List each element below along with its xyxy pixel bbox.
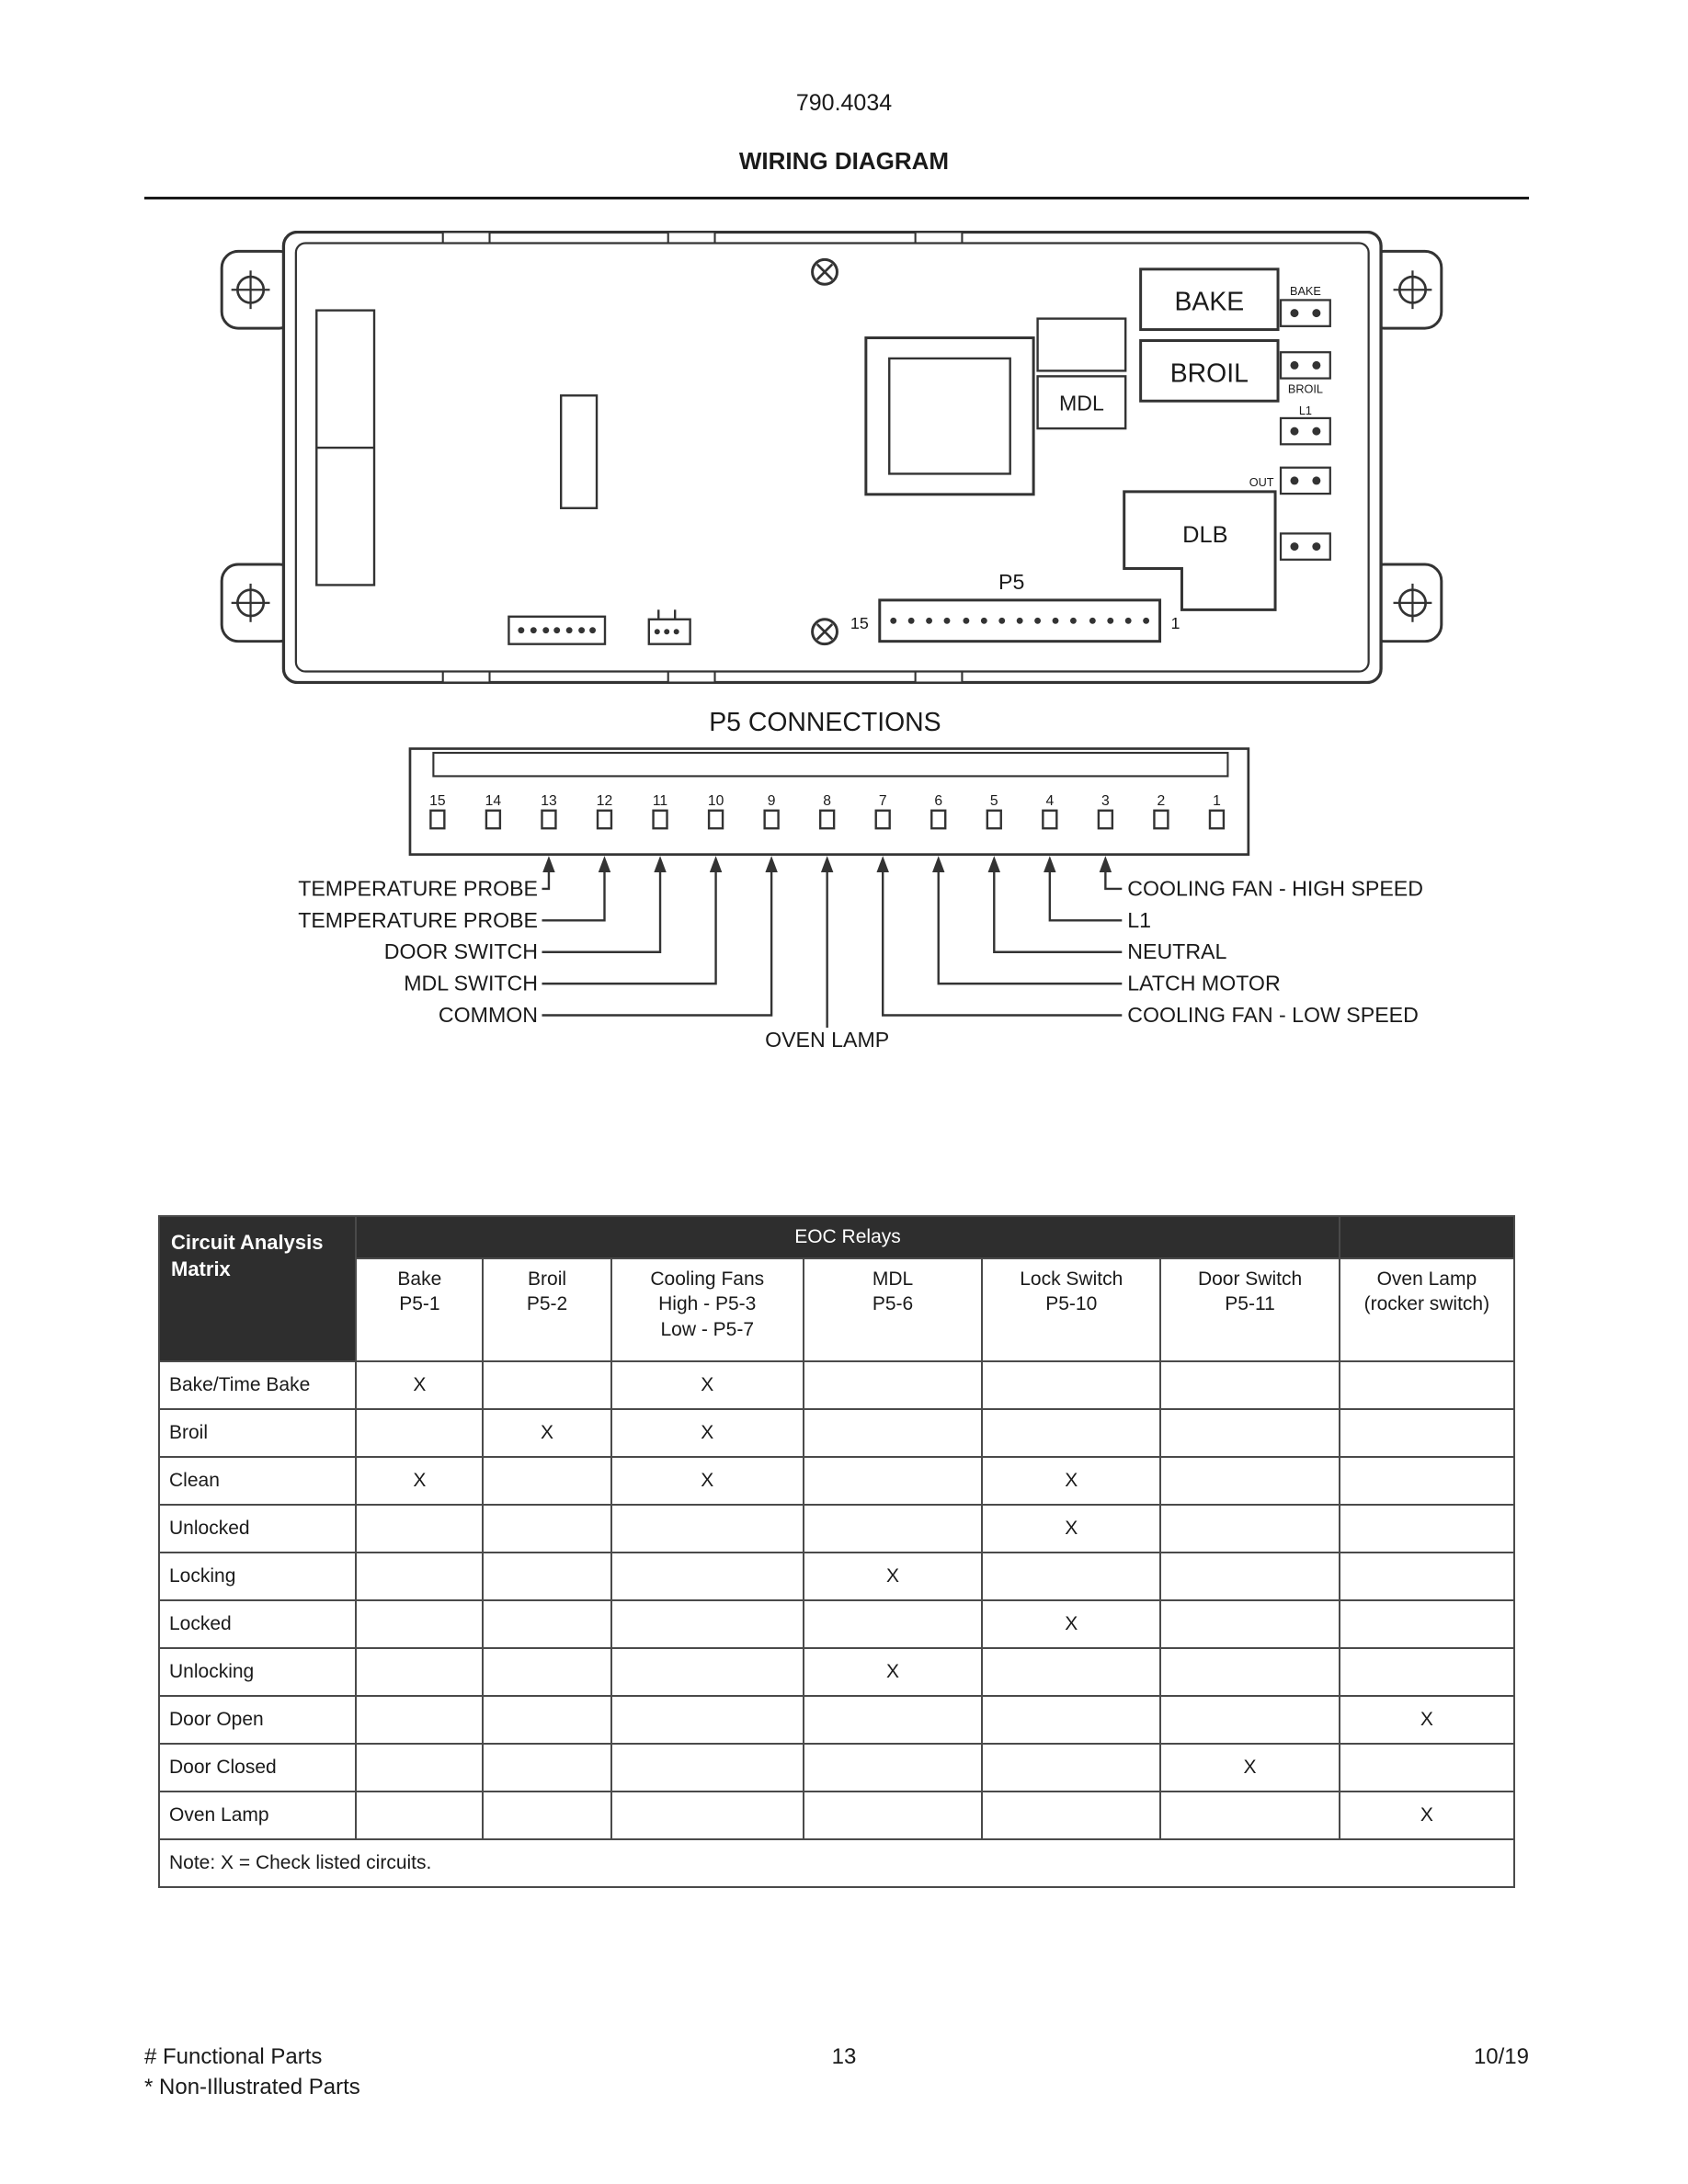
pin-number: 14 bbox=[485, 792, 502, 809]
matrix-cell bbox=[1160, 1505, 1339, 1553]
matrix-row bbox=[159, 1696, 1514, 1744]
screw-icon bbox=[813, 259, 838, 284]
matrix-cell bbox=[611, 1648, 804, 1696]
matrix-cell bbox=[483, 1361, 610, 1409]
control-board-diagram bbox=[220, 231, 1443, 684]
matrix-col-header bbox=[1340, 1258, 1514, 1361]
matrix-row bbox=[159, 1409, 1514, 1457]
matrix-cell bbox=[483, 1505, 610, 1553]
p5-connections-title: P5 CONNECTIONS bbox=[709, 708, 941, 738]
connection-label: COOLING FAN - LOW SPEED bbox=[1127, 1002, 1419, 1027]
matrix-cell bbox=[483, 1600, 610, 1648]
matrix-cell bbox=[1160, 1409, 1339, 1457]
matrix-cell bbox=[356, 1744, 483, 1792]
matrix-row bbox=[159, 1600, 1514, 1648]
matrix-row-label: Door Open bbox=[159, 1696, 356, 1744]
matrix-cell bbox=[483, 1457, 610, 1505]
matrix-group-header-spacer bbox=[1340, 1216, 1514, 1258]
col-header-line: Low - P5-7 bbox=[660, 1318, 755, 1340]
pin-number: 2 bbox=[1157, 792, 1166, 809]
connection-label: TEMPERATURE PROBE bbox=[298, 907, 538, 932]
col-header-line: Broil bbox=[528, 1268, 567, 1290]
matrix-col-header bbox=[356, 1258, 483, 1361]
pin-number: 9 bbox=[767, 792, 776, 809]
matrix-cell bbox=[1160, 1696, 1339, 1744]
matrix-cell: X bbox=[982, 1600, 1160, 1648]
matrix-row-label: Locking bbox=[159, 1553, 356, 1600]
col-header-line: MDL bbox=[872, 1268, 914, 1290]
matrix-cell bbox=[1160, 1361, 1339, 1409]
matrix-cell bbox=[611, 1505, 804, 1553]
broil-terminal-pair bbox=[1281, 352, 1330, 378]
matrix-cell: X bbox=[982, 1457, 1160, 1505]
col-header-line: P5-1 bbox=[399, 1293, 440, 1315]
footer-functional-parts: # Functional Parts bbox=[144, 2044, 323, 2069]
matrix-cell bbox=[1340, 1744, 1514, 1792]
matrix-group-header-row bbox=[159, 1216, 1514, 1258]
matrix-col-header bbox=[1160, 1258, 1339, 1361]
matrix-cell bbox=[611, 1744, 804, 1792]
matrix-row bbox=[159, 1505, 1514, 1553]
matrix-cell bbox=[804, 1696, 982, 1744]
matrix-cell bbox=[982, 1792, 1160, 1839]
matrix-col-header bbox=[483, 1258, 610, 1361]
doc-number: 790.4034 bbox=[795, 90, 893, 116]
pin-number: 8 bbox=[823, 792, 832, 809]
col-header-line: P5-2 bbox=[526, 1293, 568, 1315]
matrix-row bbox=[159, 1361, 1514, 1409]
p5-pin-numbers bbox=[429, 793, 1221, 809]
matrix-row-label: Unlocking bbox=[159, 1648, 356, 1696]
matrix-cell bbox=[982, 1553, 1160, 1600]
connection-label: L1 bbox=[1127, 907, 1152, 932]
bake-terminal-label: BAKE bbox=[1289, 285, 1321, 299]
connection-label: TEMPERATURE PROBE bbox=[298, 876, 538, 901]
matrix-cell bbox=[611, 1696, 804, 1744]
col-header-line: Door Switch bbox=[1197, 1268, 1303, 1290]
matrix-cell bbox=[611, 1792, 804, 1839]
mdl-relay-label: MDL bbox=[1058, 391, 1104, 415]
col-header-line: Lock Switch bbox=[1020, 1268, 1123, 1290]
pin-number: 4 bbox=[1045, 792, 1055, 809]
matrix-note-row bbox=[159, 1839, 1514, 1887]
col-header-line: P5-10 bbox=[1045, 1293, 1098, 1315]
matrix-cell: X bbox=[1160, 1744, 1339, 1792]
matrix-note: Note: X = Check listed circuits. bbox=[159, 1839, 1514, 1887]
broil-relay-label: BROIL bbox=[1169, 358, 1249, 389]
connection-label: COMMON bbox=[438, 1002, 538, 1027]
page-title: WIRING DIAGRAM bbox=[738, 147, 950, 175]
matrix-cell bbox=[1160, 1553, 1339, 1600]
connection-label: DOOR SWITCH bbox=[383, 939, 538, 964]
matrix-row-label: Unlocked bbox=[159, 1505, 356, 1553]
matrix-cell bbox=[804, 1744, 982, 1792]
l1-terminal-label: L1 bbox=[1298, 404, 1312, 418]
p5-pin1-label: 1 bbox=[1170, 614, 1180, 633]
out-terminal-label: OUT bbox=[1249, 475, 1274, 489]
pin-number: 7 bbox=[878, 792, 887, 809]
col-header-line: P5-11 bbox=[1225, 1293, 1275, 1315]
pin-number: 3 bbox=[1101, 792, 1110, 809]
matrix-col-header bbox=[804, 1258, 982, 1361]
matrix-cell bbox=[483, 1696, 610, 1744]
matrix-col-header bbox=[982, 1258, 1160, 1361]
matrix-cell: X bbox=[611, 1361, 804, 1409]
matrix-cell bbox=[611, 1553, 804, 1600]
matrix-cell bbox=[356, 1648, 483, 1696]
p5-strip-pin-dots bbox=[890, 618, 1149, 624]
matrix-cell bbox=[483, 1792, 610, 1839]
matrix-cell bbox=[356, 1696, 483, 1744]
matrix-row bbox=[159, 1744, 1514, 1792]
matrix-cell bbox=[982, 1361, 1160, 1409]
pin-number: 12 bbox=[596, 792, 613, 809]
matrix-cell: X bbox=[804, 1553, 982, 1600]
matrix-cell bbox=[804, 1600, 982, 1648]
matrix-group-header: EOC Relays bbox=[356, 1216, 1339, 1258]
matrix-row bbox=[159, 1457, 1514, 1505]
out-terminal-pair bbox=[1281, 468, 1330, 494]
col-header-line: Bake bbox=[397, 1268, 442, 1290]
pin-number: 10 bbox=[707, 792, 724, 809]
matrix-row bbox=[159, 1648, 1514, 1696]
matrix-cell: X bbox=[611, 1457, 804, 1505]
broil-terminal-label: BROIL bbox=[1287, 382, 1323, 396]
matrix-cell bbox=[804, 1505, 982, 1553]
matrix-cell: X bbox=[611, 1409, 804, 1457]
col-header-line: P5-6 bbox=[872, 1293, 914, 1315]
matrix-cell bbox=[1160, 1648, 1339, 1696]
matrix-cell bbox=[356, 1409, 483, 1457]
header-rule bbox=[144, 197, 1529, 199]
footer-page-number: 13 bbox=[831, 2044, 857, 2069]
connection-label: LATCH MOTOR bbox=[1127, 971, 1281, 995]
matrix-cell bbox=[356, 1553, 483, 1600]
matrix-column-header-row bbox=[159, 1258, 1514, 1361]
connection-label: OVEN LAMP bbox=[765, 1027, 890, 1052]
matrix-cell bbox=[356, 1505, 483, 1553]
l1-terminal-pair bbox=[1281, 418, 1330, 444]
pin-number: 5 bbox=[989, 792, 998, 809]
matrix-row-label: Clean bbox=[159, 1457, 356, 1505]
matrix-row bbox=[159, 1553, 1514, 1600]
matrix-cell bbox=[483, 1744, 610, 1792]
matrix-cell bbox=[356, 1600, 483, 1648]
matrix-row-label: Bake/Time Bake bbox=[159, 1361, 356, 1409]
matrix-cell bbox=[611, 1600, 804, 1648]
connection-label: NEUTRAL bbox=[1127, 939, 1227, 964]
matrix-cell: X bbox=[1340, 1696, 1514, 1744]
matrix-cell bbox=[1160, 1457, 1339, 1505]
matrix-cell bbox=[1340, 1409, 1514, 1457]
matrix-cell bbox=[1340, 1457, 1514, 1505]
matrix-cell bbox=[804, 1361, 982, 1409]
matrix-cell bbox=[804, 1457, 982, 1505]
wires bbox=[542, 871, 1122, 1028]
matrix-cell: X bbox=[356, 1361, 483, 1409]
matrix-cell bbox=[982, 1648, 1160, 1696]
matrix-cell: X bbox=[804, 1648, 982, 1696]
matrix-cell bbox=[982, 1696, 1160, 1744]
bake-relay-label: BAKE bbox=[1174, 287, 1245, 317]
matrix-cell bbox=[804, 1792, 982, 1839]
matrix-row bbox=[159, 1792, 1514, 1839]
footer-date-code: 10/19 bbox=[1473, 2044, 1529, 2069]
col-header-line: Oven Lamp bbox=[1376, 1268, 1477, 1290]
pin-number: 11 bbox=[652, 792, 668, 809]
p5-pin15-label: 15 bbox=[850, 614, 869, 633]
matrix-row-label: Door Closed bbox=[159, 1744, 356, 1792]
p5-label: P5 bbox=[998, 569, 1025, 594]
matrix-cell bbox=[804, 1409, 982, 1457]
connection-label: MDL SWITCH bbox=[404, 971, 538, 995]
pin-number: 6 bbox=[934, 792, 943, 809]
matrix-cell bbox=[982, 1744, 1160, 1792]
matrix-cell bbox=[1340, 1361, 1514, 1409]
p5-connections-diagram bbox=[268, 703, 1471, 1064]
matrix-cell bbox=[483, 1648, 610, 1696]
matrix-cell bbox=[1340, 1505, 1514, 1553]
col-header-line: Cooling Fans bbox=[650, 1268, 765, 1290]
bake-terminal-pair bbox=[1281, 300, 1330, 325]
matrix-cell bbox=[1340, 1600, 1514, 1648]
matrix-cell: X bbox=[356, 1457, 483, 1505]
dlb-terminal-pair bbox=[1281, 533, 1330, 559]
p5-connector-ribbon bbox=[433, 753, 1227, 776]
col-header-line: (rocker switch) bbox=[1363, 1293, 1490, 1315]
col-header-line: High - P5-3 bbox=[658, 1293, 757, 1315]
matrix-cell bbox=[1340, 1553, 1514, 1600]
matrix-cell bbox=[356, 1792, 483, 1839]
pin-number: 1 bbox=[1213, 792, 1221, 809]
matrix-row-label: Broil bbox=[159, 1409, 356, 1457]
pin-number: 13 bbox=[541, 792, 557, 809]
dlb-relay-label: DLB bbox=[1182, 522, 1228, 549]
matrix-cell: X bbox=[982, 1505, 1160, 1553]
p5-pin-squares bbox=[430, 811, 1224, 828]
matrix-corner-header: Circuit Analysis Matrix bbox=[159, 1216, 356, 1361]
matrix-cell bbox=[483, 1553, 610, 1600]
matrix-cell bbox=[1160, 1600, 1339, 1648]
screw-icon bbox=[813, 620, 838, 644]
matrix-cell: X bbox=[483, 1409, 610, 1457]
matrix-cell bbox=[1160, 1792, 1339, 1839]
matrix-cell bbox=[982, 1409, 1160, 1457]
matrix-row-label: Oven Lamp bbox=[159, 1792, 356, 1839]
pin-number: 15 bbox=[429, 792, 446, 809]
matrix-cell bbox=[1340, 1648, 1514, 1696]
footer-non-illustrated-parts: * Non-Illustrated Parts bbox=[144, 2075, 360, 2099]
circuit-analysis-matrix bbox=[158, 1215, 1515, 1888]
matrix-cell: X bbox=[1340, 1792, 1514, 1839]
wire-arrowheads bbox=[542, 856, 1112, 872]
matrix-row-label: Locked bbox=[159, 1600, 356, 1648]
matrix-col-header bbox=[611, 1258, 804, 1361]
connection-label: COOLING FAN - HIGH SPEED bbox=[1127, 876, 1423, 901]
